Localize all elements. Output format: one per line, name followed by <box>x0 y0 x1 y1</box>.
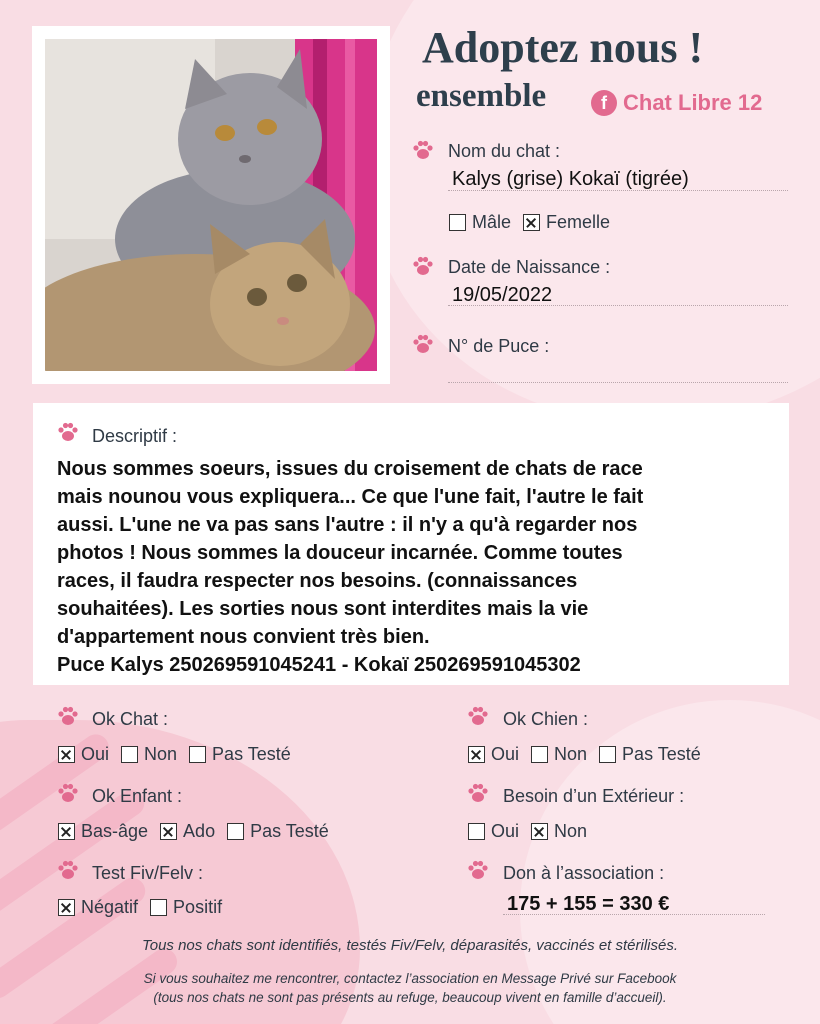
option-label: Oui <box>81 744 110 764</box>
option-label: Non <box>554 821 588 841</box>
male-label: Mâle <box>472 212 512 232</box>
enfant-pas-teste-checkbox[interactable] <box>227 823 244 840</box>
birthdate-value: 19/05/2022 <box>452 284 553 306</box>
option-label: Pas Testé <box>212 744 291 764</box>
ok-chat-non-checkbox[interactable] <box>121 746 138 763</box>
description-line: aussi. L'une ne va pas sans l'autre : il n'y a qu'à regarder nos <box>57 514 638 536</box>
option-label: Positif <box>173 897 223 917</box>
ok-enfant-options <box>58 821 341 842</box>
photo-frame <box>32 26 390 384</box>
paw-icon <box>412 256 434 276</box>
fiv-option[interactable] <box>150 897 222 918</box>
option-label: Ado <box>183 821 216 841</box>
ok-chien-non-checkbox[interactable] <box>531 746 548 763</box>
exterieur-options <box>468 821 599 842</box>
ok-chat-option[interactable] <box>121 744 177 765</box>
footer-contact <box>0 969 820 1007</box>
page-title: Adoptez nous ! <box>422 23 704 72</box>
positif-checkbox[interactable] <box>150 899 167 916</box>
brand-link[interactable] <box>591 90 762 116</box>
chip-label: N° de Puce : <box>448 336 550 356</box>
description-line: souhaitées). Les sorties nous sont interdites mais la vie <box>57 598 589 620</box>
option-label: Bas-âge <box>81 821 149 841</box>
exterieur-option[interactable] <box>468 821 519 842</box>
ok-chien-label: Ok Chien : <box>503 709 589 729</box>
option-label: Oui <box>491 821 520 841</box>
don-underline <box>503 914 765 915</box>
paw-icon <box>467 860 489 880</box>
ok-chat-options <box>58 744 303 765</box>
female-label: Femelle <box>546 212 611 232</box>
description-line: Nous sommes soeurs, issues du croisement de chats de race <box>57 458 643 480</box>
name-label: Nom du chat : <box>448 141 561 161</box>
sex-options <box>449 212 622 233</box>
description-label: Descriptif : <box>92 426 178 446</box>
paw-icon <box>412 140 434 160</box>
ok-chien-pas-teste-checkbox[interactable] <box>599 746 616 763</box>
description-line: d'appartement nous convient très bien. <box>57 626 430 648</box>
ok-chien-option[interactable] <box>531 744 587 765</box>
footer-contact-line: Si vous souhaitez me rencontrer, contactez l’association en Message Privé sur Facebook <box>143 971 677 986</box>
ok-chat-option[interactable] <box>58 744 109 765</box>
footer-contact-line: (tous nos chats ne sont pas présents au refuge, beaucoup vivent en famille d’accueil). <box>153 990 667 1005</box>
paw-icon <box>467 706 489 726</box>
option-label: Pas Testé <box>250 821 329 841</box>
fiv-options <box>58 897 234 918</box>
name-underline <box>448 190 788 191</box>
paw-icon <box>57 783 79 803</box>
description-line: races, il faudra respecter nos besoins. (connaissances <box>57 570 578 592</box>
birthdate-label: Date de Naissance : <box>448 257 611 277</box>
ok-chien-oui-checkbox[interactable] <box>468 746 485 763</box>
ok-chien-option[interactable] <box>599 744 701 765</box>
exterieur-label: Besoin d’un Extérieur : <box>503 786 685 806</box>
description-text <box>57 455 777 679</box>
don-label: Don à l’association : <box>503 863 665 883</box>
ado-checkbox[interactable] <box>160 823 177 840</box>
option-label: Négatif <box>81 897 139 917</box>
bas-age-checkbox[interactable] <box>58 823 75 840</box>
exterieur-option[interactable] <box>531 821 587 842</box>
negatif-checkbox[interactable] <box>58 899 75 916</box>
exterieur-oui-checkbox[interactable] <box>468 823 485 840</box>
ok-chat-option[interactable] <box>189 744 291 765</box>
female-checkbox[interactable] <box>523 214 540 231</box>
ok-chien-option[interactable] <box>468 744 519 765</box>
option-label: Non <box>144 744 178 764</box>
ok-chien-options <box>468 744 713 765</box>
ok-enfant-label: Ok Enfant : <box>92 786 183 806</box>
exterieur-non-checkbox[interactable] <box>531 823 548 840</box>
paw-icon <box>57 422 79 442</box>
facebook-icon: f <box>591 90 617 116</box>
description-line: mais nounou vous expliquera... Ce que l'une fait, l'autre le fait <box>57 486 644 508</box>
male-checkbox[interactable] <box>449 214 466 231</box>
ok-enfant-option[interactable] <box>227 821 329 842</box>
ok-chat-pas-teste-checkbox[interactable] <box>189 746 206 763</box>
cat-photo <box>45 39 377 371</box>
ok-enfant-option[interactable] <box>160 821 215 842</box>
name-value: Kalys (grise) Kokaï (tigrée) <box>452 168 689 190</box>
brand-name: Chat Libre 12 <box>623 90 763 115</box>
sex-option-male[interactable] <box>449 212 511 233</box>
footer-notice: Tous nos chats sont identifiés, testés Fiv/Felv, déparasités, vaccinés et stérilisés. <box>141 937 679 954</box>
sex-option-female[interactable] <box>523 212 610 233</box>
description-line: Puce Kalys 250269591045241 - Kokaï 250269591045302 <box>57 654 581 676</box>
paw-icon <box>412 334 434 354</box>
ok-chat-oui-checkbox[interactable] <box>58 746 75 763</box>
ok-enfant-option[interactable] <box>58 821 148 842</box>
option-label: Oui <box>491 744 520 764</box>
option-label: Pas Testé <box>622 744 701 764</box>
don-value: 175 + 155 = 330 € <box>507 893 670 915</box>
paw-icon <box>467 783 489 803</box>
paw-icon <box>57 860 79 880</box>
fiv-option[interactable] <box>58 897 138 918</box>
birthdate-underline <box>448 305 788 306</box>
paw-icon <box>57 706 79 726</box>
fiv-label: Test Fiv/Felv : <box>92 863 204 883</box>
option-label: Non <box>554 744 588 764</box>
ok-chat-label: Ok Chat : <box>92 709 169 729</box>
page-subtitle: ensemble <box>416 78 547 114</box>
description-line: photos ! Nous sommes la douceur incarnée. Comme toutes <box>57 542 623 564</box>
chip-underline <box>448 382 788 383</box>
